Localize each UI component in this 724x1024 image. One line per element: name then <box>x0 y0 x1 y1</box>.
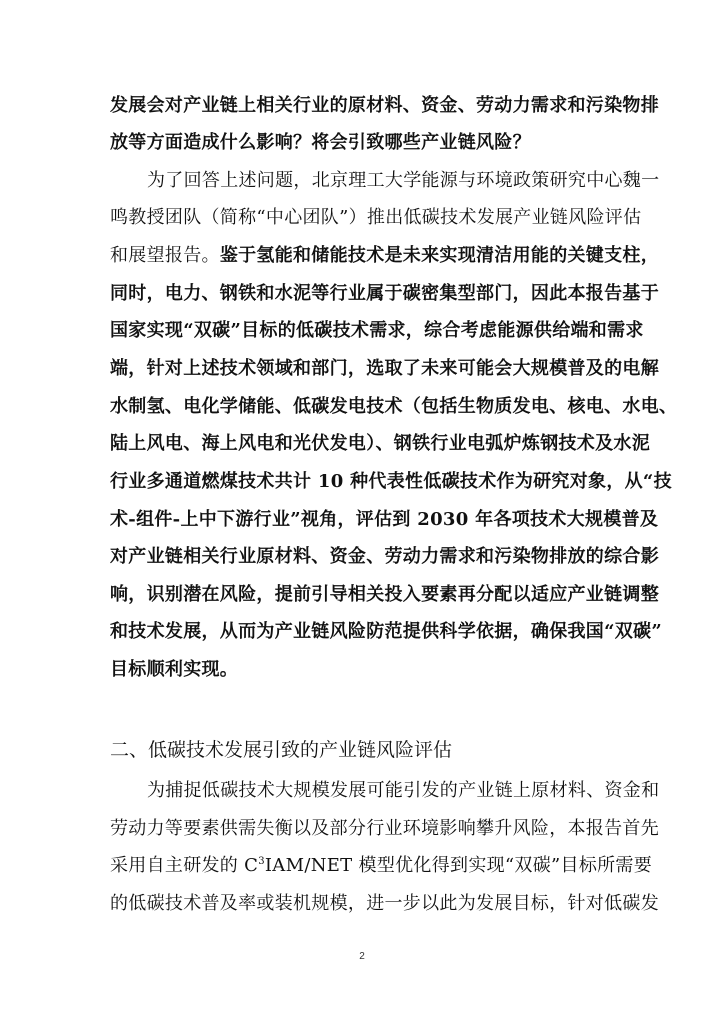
paragraph-1-line-2: 放等方面造成什么影响？将会引致哪些产业链风险？ <box>110 132 531 153</box>
paragraph-2-line-9 <box>110 471 672 492</box>
paragraph-2-line-9-b: 种代表性低碳技术作为研究对象，从“技 <box>350 471 672 492</box>
paragraph-2-line-3-bold: 鉴于氢能和储能技术是未来实现清洁用能的关键支柱， <box>219 245 660 266</box>
paragraph-2-line-10-a: 术-组件-上中下游行业”视角，评估到 <box>110 509 411 530</box>
page-number: 2 <box>359 951 365 962</box>
paragraph-3-line-3-b: 模型优化得到实现“双碳”目标所需要 <box>358 855 653 876</box>
paragraph-2-line-13: 和技术发展，从而为产业链风险防范提供科学依据，确保我国“双碳” <box>110 621 663 642</box>
paragraph-2-line-10-b: 年各项技术大规模普及 <box>475 509 659 530</box>
paragraph-2-line-14: 目标顺利实现。 <box>110 659 239 680</box>
paragraph-3-line-2: 劳动力等要素供需失衡以及部分行业环境影响攀升风险，本报告首先 <box>110 818 659 839</box>
paragraph-2-line-7: 水制氢、电化学储能、低碳发电技术（包括生物质发电、核电、水电、 <box>110 396 678 417</box>
paragraph-2-line-2: 鸣教授团队（简称“中心团队”）推出低碳技术发展产业链风险评估 <box>110 207 642 228</box>
paragraph-3-line-4: 的低碳技术普及率或装机规模，进一步以此为发展目标，针对低碳发 <box>110 893 659 914</box>
paragraph-2-line-10 <box>110 509 659 530</box>
paragraph-2-line-12: 响，识别潜在风险，提前引导相关投入要素再分配以适应产业链调整 <box>110 584 659 605</box>
paragraph-2-line-8: 陆上风电、海上风电和光伏发电）、钢铁行业电弧炉炼钢技术及水泥 <box>110 433 650 454</box>
paragraph-2-line-9-number: 10 <box>317 471 344 492</box>
paragraph-3-line-3 <box>110 855 653 876</box>
paragraph-2-line-9-a: 行业多通道燃煤技术共计 <box>110 471 312 492</box>
paragraph-2-line-3-normal: 和展望报告。 <box>110 245 220 266</box>
paragraph-2-line-3 <box>110 245 660 266</box>
paragraph-2-line-6: 端，针对上述技术领域和部门，选取了未来可能会大规模普及的电解 <box>110 358 659 379</box>
paragraph-2-line-4: 同时，电力、钢铁和水泥等行业属于碳密集型部门，因此本报告基于 <box>110 283 659 304</box>
paragraph-3-line-3-a: 采用自主研发的 <box>110 855 239 876</box>
model-name: $C^3IAM$/NET <box>244 855 353 876</box>
paragraph-3-line-1: 为捕捉低碳技术大规模发展可能引发的产业链上原材料、资金和 <box>147 780 660 801</box>
paragraph-2-line-5: 国家实现“双碳”目标的低碳技术需求，综合考虑能源供给端和需求 <box>110 320 644 341</box>
paragraph-2-line-11: 对产业链相关行业原材料、资金、劳动力需求和污染物排放的综合影 <box>110 546 659 567</box>
paragraph-1-line-1: 发展会对产业链上相关行业的原材料、资金、劳动力需求和污染物排 <box>110 95 659 116</box>
paragraph-2-line-10-year: 2030 <box>417 509 469 530</box>
section-heading: 二、低碳技术发展引致的产业链风险评估 <box>110 739 453 761</box>
paragraph-2-line-1: 为了回答上述问题，北京理工大学能源与环境政策研究中心魏一 <box>147 170 660 191</box>
